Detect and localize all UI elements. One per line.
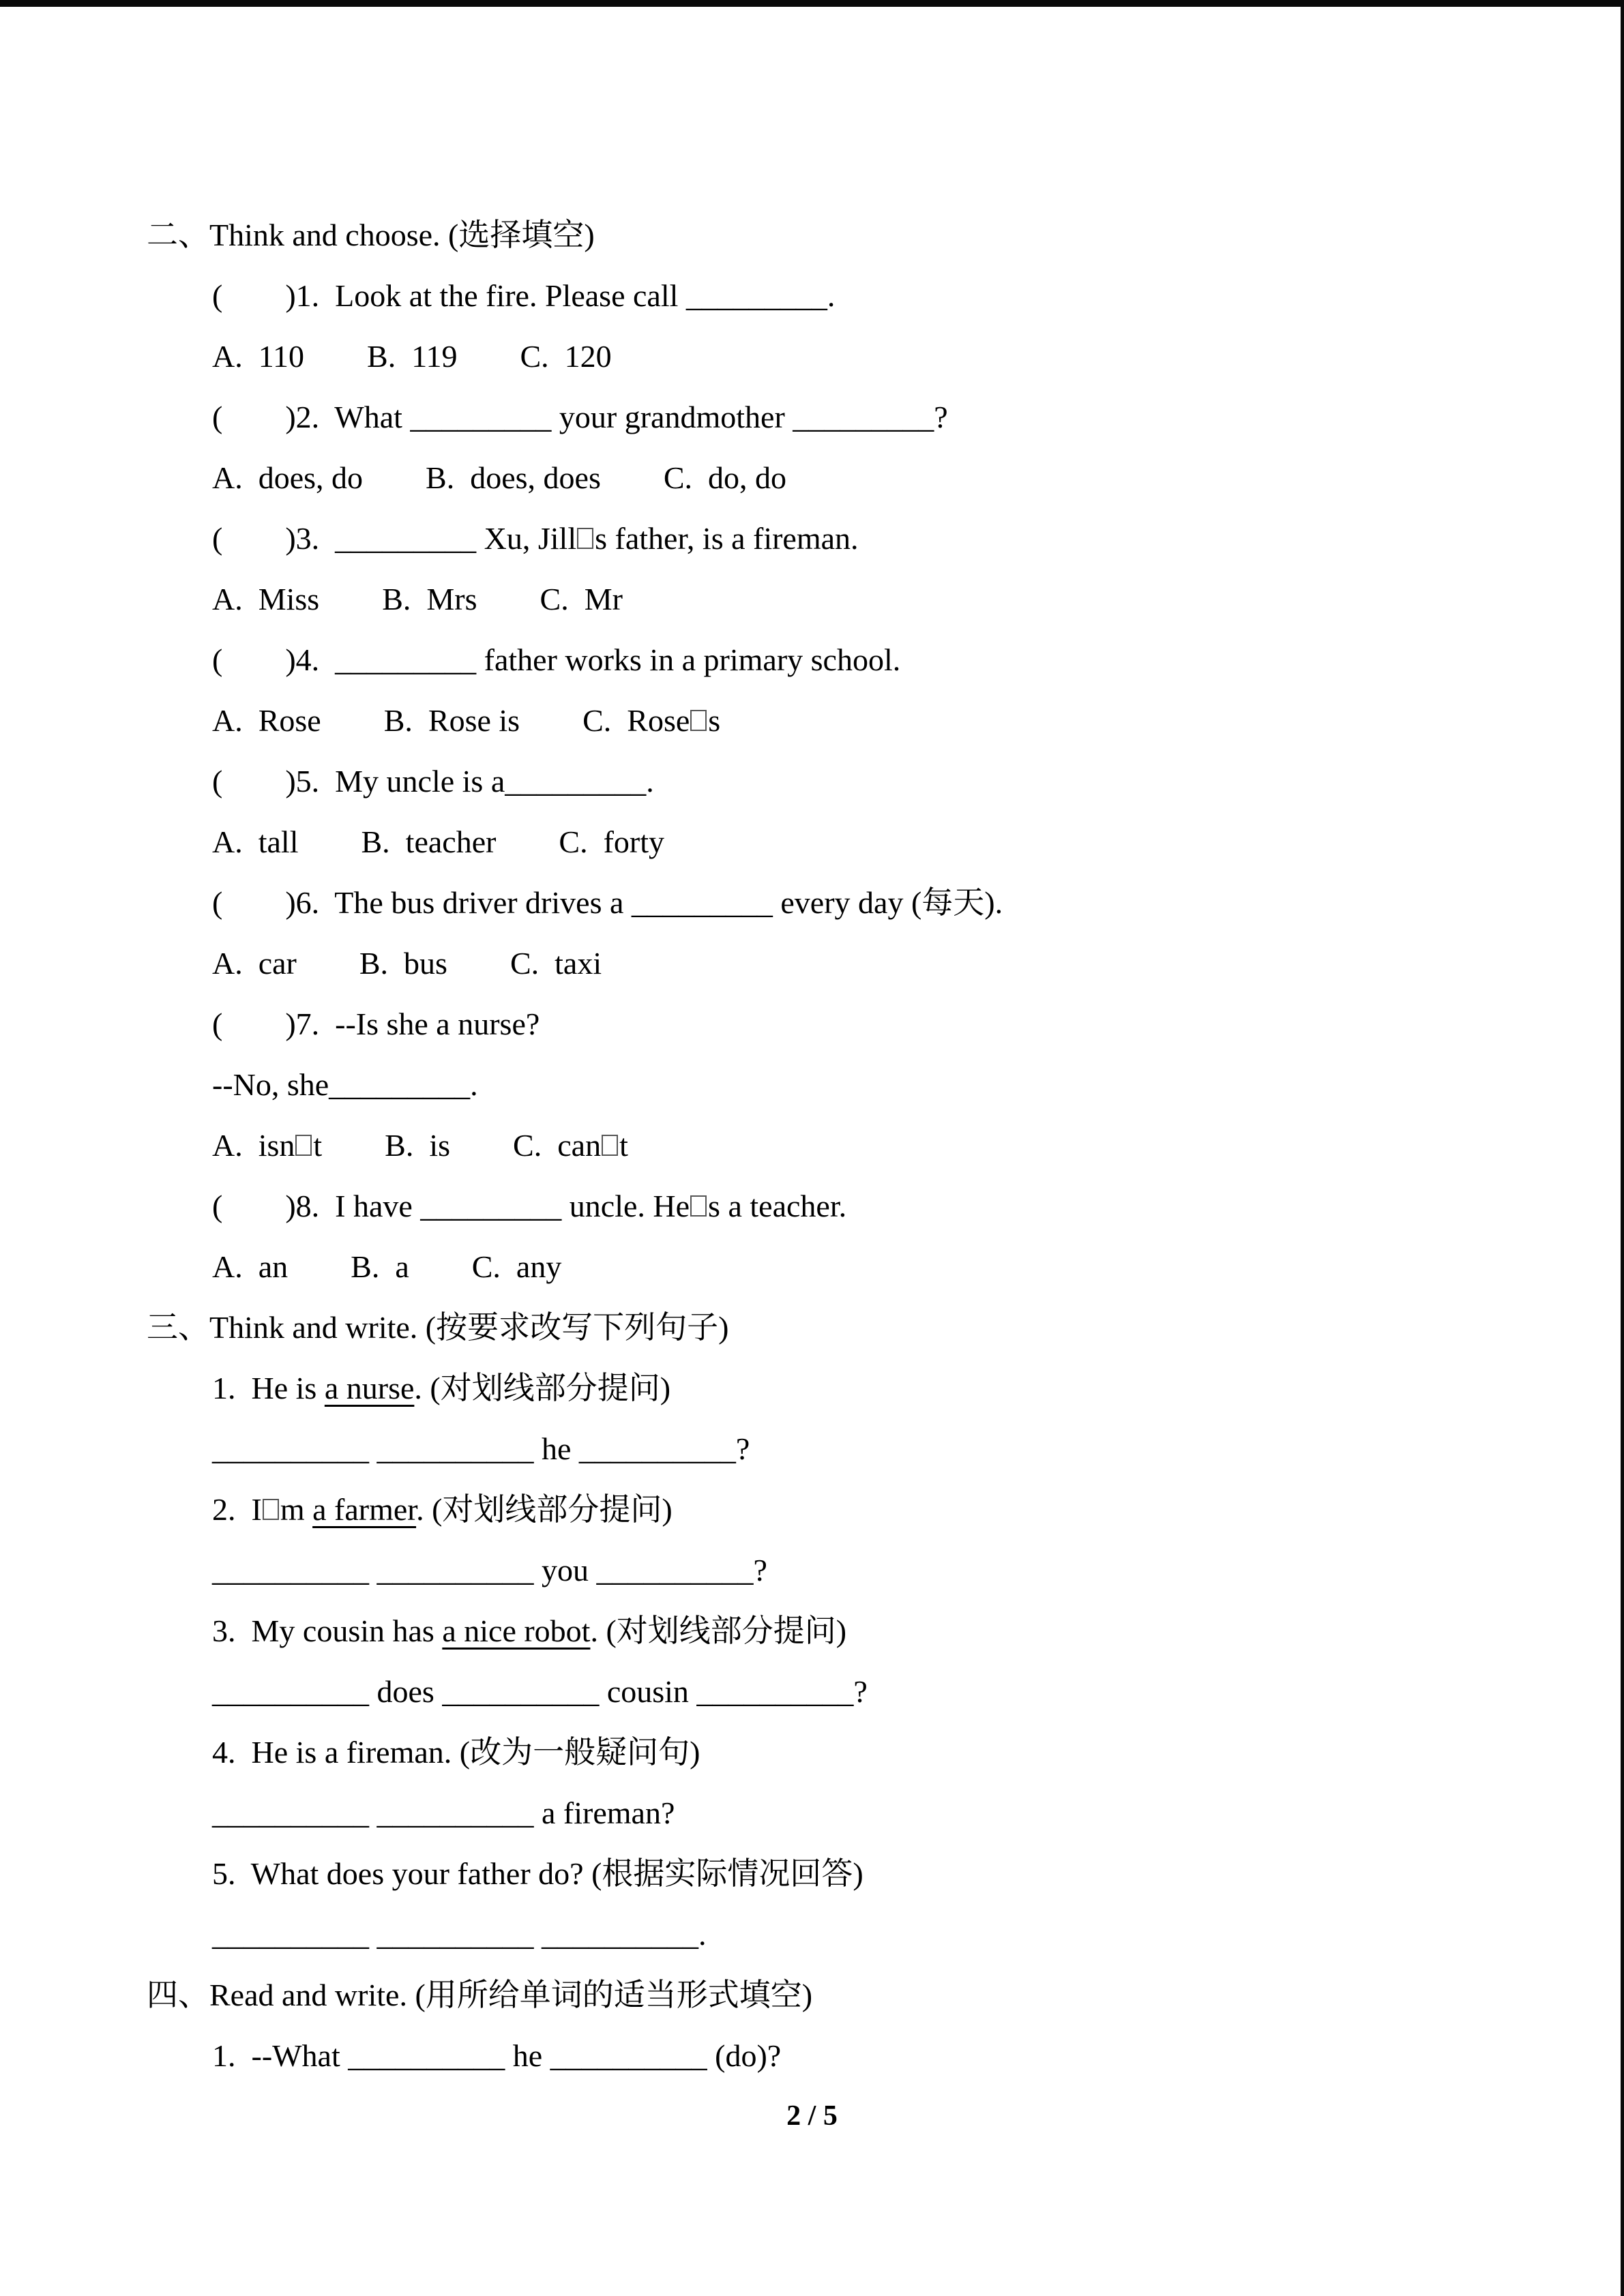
s2-q3 xyxy=(147,508,1583,569)
text-run: ( )3. _________ Xu, Jill xyxy=(212,521,577,556)
tofu-apostrophe xyxy=(690,710,707,731)
s3-q4-blanks xyxy=(147,1783,1583,1843)
s2-q1 xyxy=(147,265,1583,326)
text-run: ( )4. _________ father works in a primary school. xyxy=(212,642,901,677)
s3-q1 xyxy=(147,1358,1583,1418)
s2-q2-options xyxy=(147,447,1583,508)
s3-q3-blanks xyxy=(147,1661,1583,1722)
text-run: ( )1. Look at the fire. Please call _________. xyxy=(212,278,836,313)
text-run: 3. My cousin has xyxy=(212,1613,443,1648)
s2-q6 xyxy=(147,872,1583,933)
s2-q7 xyxy=(147,994,1583,1054)
text-run: A. Rose B. Rose is C. Rose xyxy=(212,703,690,738)
text-run: m xyxy=(280,1492,313,1527)
text-run: 4. He is a fireman. (改为一般疑问句) xyxy=(212,1735,700,1770)
tofu-apostrophe xyxy=(602,1135,618,1156)
tofu-apostrophe xyxy=(577,528,593,549)
text-run: ( )6. The bus driver drives a _________ every day (每天). xyxy=(212,885,1003,920)
text-run: 四、Read and write. (用所给单词的适当形式填空) xyxy=(147,1978,813,2012)
text-run: ( )2. What _________ your grandmother _________? xyxy=(212,400,948,434)
s3-q3 xyxy=(147,1600,1583,1661)
s3-q2 xyxy=(147,1479,1583,1540)
text-run: . (对划线部分提问) xyxy=(590,1613,847,1648)
text-run: s xyxy=(708,703,721,738)
s2-q8-options xyxy=(147,1236,1583,1297)
s3-q5 xyxy=(147,1843,1583,1904)
s3-q5-blanks xyxy=(147,1904,1583,1965)
text-run: . (对划线部分提问) xyxy=(414,1371,671,1405)
section-4-header xyxy=(147,1965,1583,2025)
text-run: 三、Think and write. (按要求改写下列句子) xyxy=(147,1310,729,1345)
text-run: __________ __________ he __________? xyxy=(212,1431,750,1466)
text-run: A. 110 B. 119 C. 120 xyxy=(212,339,612,374)
scan-border-top xyxy=(0,0,1624,7)
page-number: 2 / 5 xyxy=(786,2100,838,2132)
text-run: A. an B. a C. any xyxy=(212,1249,562,1284)
s2-q7-answer xyxy=(147,1054,1583,1115)
text-run: 1. --What __________ he __________ (do)? xyxy=(212,2038,782,2073)
s4-q1 xyxy=(147,2025,1583,2086)
underlined-text: a nurse xyxy=(324,1371,415,1405)
text-run: A. car B. bus C. taxi xyxy=(212,946,602,981)
text-run: t xyxy=(619,1128,628,1163)
text-run: __________ __________ __________. xyxy=(212,1917,707,1952)
text-run: --No, she_________. xyxy=(212,1067,478,1102)
text-run: 5. What does your father do? (根据实际情况回答) xyxy=(212,1856,863,1891)
text-run: ( )8. I have _________ uncle. He xyxy=(212,1189,690,1223)
s2-q8 xyxy=(147,1176,1583,1236)
s2-q4-options xyxy=(147,690,1583,751)
s2-q7-options xyxy=(147,1115,1583,1176)
text-run: 1. He is xyxy=(212,1371,325,1405)
section-3-header xyxy=(147,1297,1583,1358)
text-run: 二、Think and choose. (选择填空) xyxy=(147,218,595,252)
text-run: A. isn xyxy=(212,1128,295,1163)
s2-q1-options xyxy=(147,326,1583,387)
tofu-apostrophe xyxy=(263,1499,279,1520)
text-run: 2. I xyxy=(212,1492,262,1527)
tofu-apostrophe xyxy=(295,1135,312,1156)
text-run: t B. is C. can xyxy=(313,1128,602,1163)
scan-border-right xyxy=(1621,0,1624,2296)
s2-q3-options xyxy=(147,569,1583,629)
underlined-text: a nice robot xyxy=(442,1613,591,1648)
text-run: A. does, do B. does, does C. do, do xyxy=(212,460,787,495)
text-run: __________ __________ a fireman? xyxy=(212,1795,675,1830)
text-run: s a teacher. xyxy=(708,1189,847,1223)
tofu-apostrophe xyxy=(690,1195,707,1217)
text-run: ( )5. My uncle is a_________. xyxy=(212,764,654,799)
s2-q5 xyxy=(147,751,1583,811)
s2-q2 xyxy=(147,387,1583,447)
text-run: A. tall B. teacher C. forty xyxy=(212,824,665,859)
s3-q2-blanks xyxy=(147,1540,1583,1600)
text-run: A. Miss B. Mrs C. Mr xyxy=(212,582,623,616)
s2-q4 xyxy=(147,629,1583,690)
text-run: __________ __________ you __________? xyxy=(212,1553,767,1587)
s3-q1-blanks xyxy=(147,1418,1583,1479)
text-run: __________ does __________ cousin __________? xyxy=(212,1674,868,1709)
text-run: s father, is a fireman. xyxy=(595,521,859,556)
text-run: . (对划线部分提问) xyxy=(416,1492,673,1527)
text-run: ( )7. --Is she a nurse? xyxy=(212,1007,540,1041)
section-2-header xyxy=(147,205,1583,265)
underlined-text: a farmer xyxy=(312,1492,417,1527)
s2-q5-options xyxy=(147,811,1583,872)
s3-q4 xyxy=(147,1722,1583,1783)
s2-q6-options xyxy=(147,933,1583,994)
